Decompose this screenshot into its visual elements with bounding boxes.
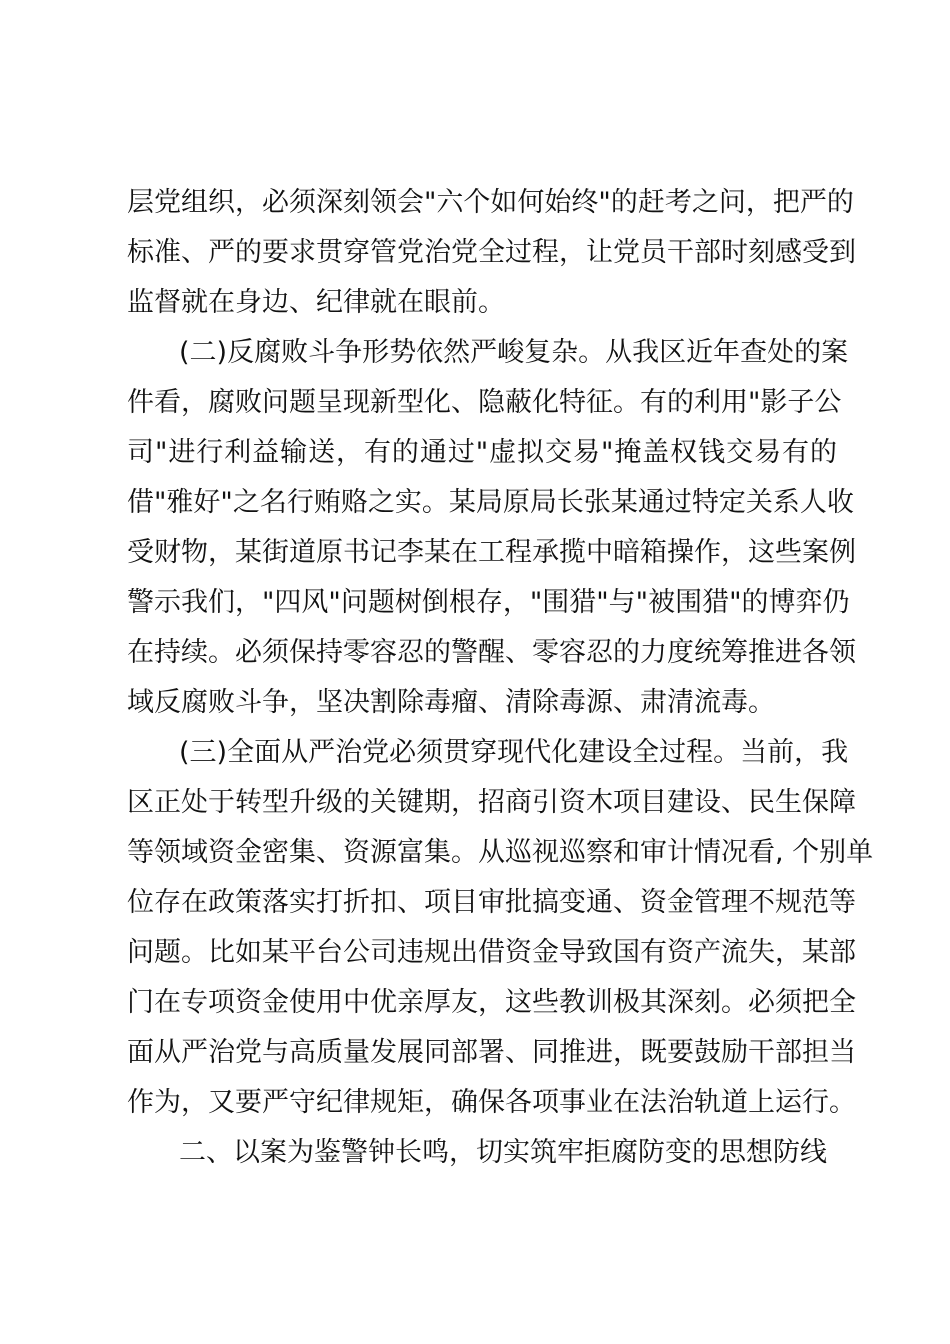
paragraph-line: 警示我们，"四风"问题树倒根存，"围猎"与"被围猎"的博弈仍 (127, 587, 850, 618)
paragraph-line: (三)全面从严治党必须贯穿现代化建设全过程。当前，我 (179, 737, 849, 768)
paragraph-line: 位存在政策落实打折扣、项目审批搞变通、资金管理不规范等 (127, 887, 856, 918)
paragraph-line: 问题。比如某平台公司违规出借资金导致国有资产流失，某部 (127, 937, 856, 968)
paragraph-line: 域反腐败斗争，坚决割除毒瘤、清除毒源、肃清流毒。 (127, 687, 775, 718)
paragraph-line: 面从严治党与高质量发展同部署、同推进，既要鼓励干部担当 (127, 1037, 856, 1068)
paragraph-line: 作为，又要严守纪律规矩，确保各项事业在法治轨道上运行。 (127, 1087, 856, 1118)
paragraph-line: 司"进行利益输送，有的通过"虚拟交易"掩盖权钱交易有的 (127, 437, 837, 468)
document-body (127, 178, 874, 1178)
section-heading: 二、以案为鉴警钟长鸣，切实筑牢拒腐防变的思想防线 (179, 1137, 827, 1168)
paragraph-line: 件看，腐败问题呈现新型化、隐蔽化特征。有的利用"影子公 (127, 387, 842, 418)
paragraph-line: 等领域资金密集、资源富集。从巡视巡察和审计情况看, 个别单 (127, 837, 874, 868)
paragraph-line: (二)反腐败斗争形势依然严峻复杂。从我区近年查处的案 (179, 337, 849, 368)
paragraph-line: 标准、严的要求贯穿管党治党全过程，让党员干部时刻感受到 (127, 237, 856, 268)
paragraph-line: 借"雅好"之名行贿赂之实。某局原局长张某通过特定关系人收 (127, 487, 854, 518)
paragraph-line: 受财物，某街道原书记李某在工程承揽中暗箱操作，这些案例 (127, 537, 856, 568)
paragraph-line: 门在专项资金使用中优亲厚友，这些教训极其深刻。必须把全 (127, 987, 856, 1018)
paragraph-line: 层党组织，必须深刻领会"六个如何始终"的赶考之问，把严的 (127, 187, 854, 218)
paragraph-line: 区正处于转型升级的关键期，招商引资木项目建设、民生保障 (127, 787, 856, 818)
paragraph-line: 在持续。必须保持零容忍的警醒、零容忍的力度统筹推进各领 (127, 637, 856, 668)
paragraph-line: 监督就在身边、纪律就在眼前。 (127, 287, 505, 318)
